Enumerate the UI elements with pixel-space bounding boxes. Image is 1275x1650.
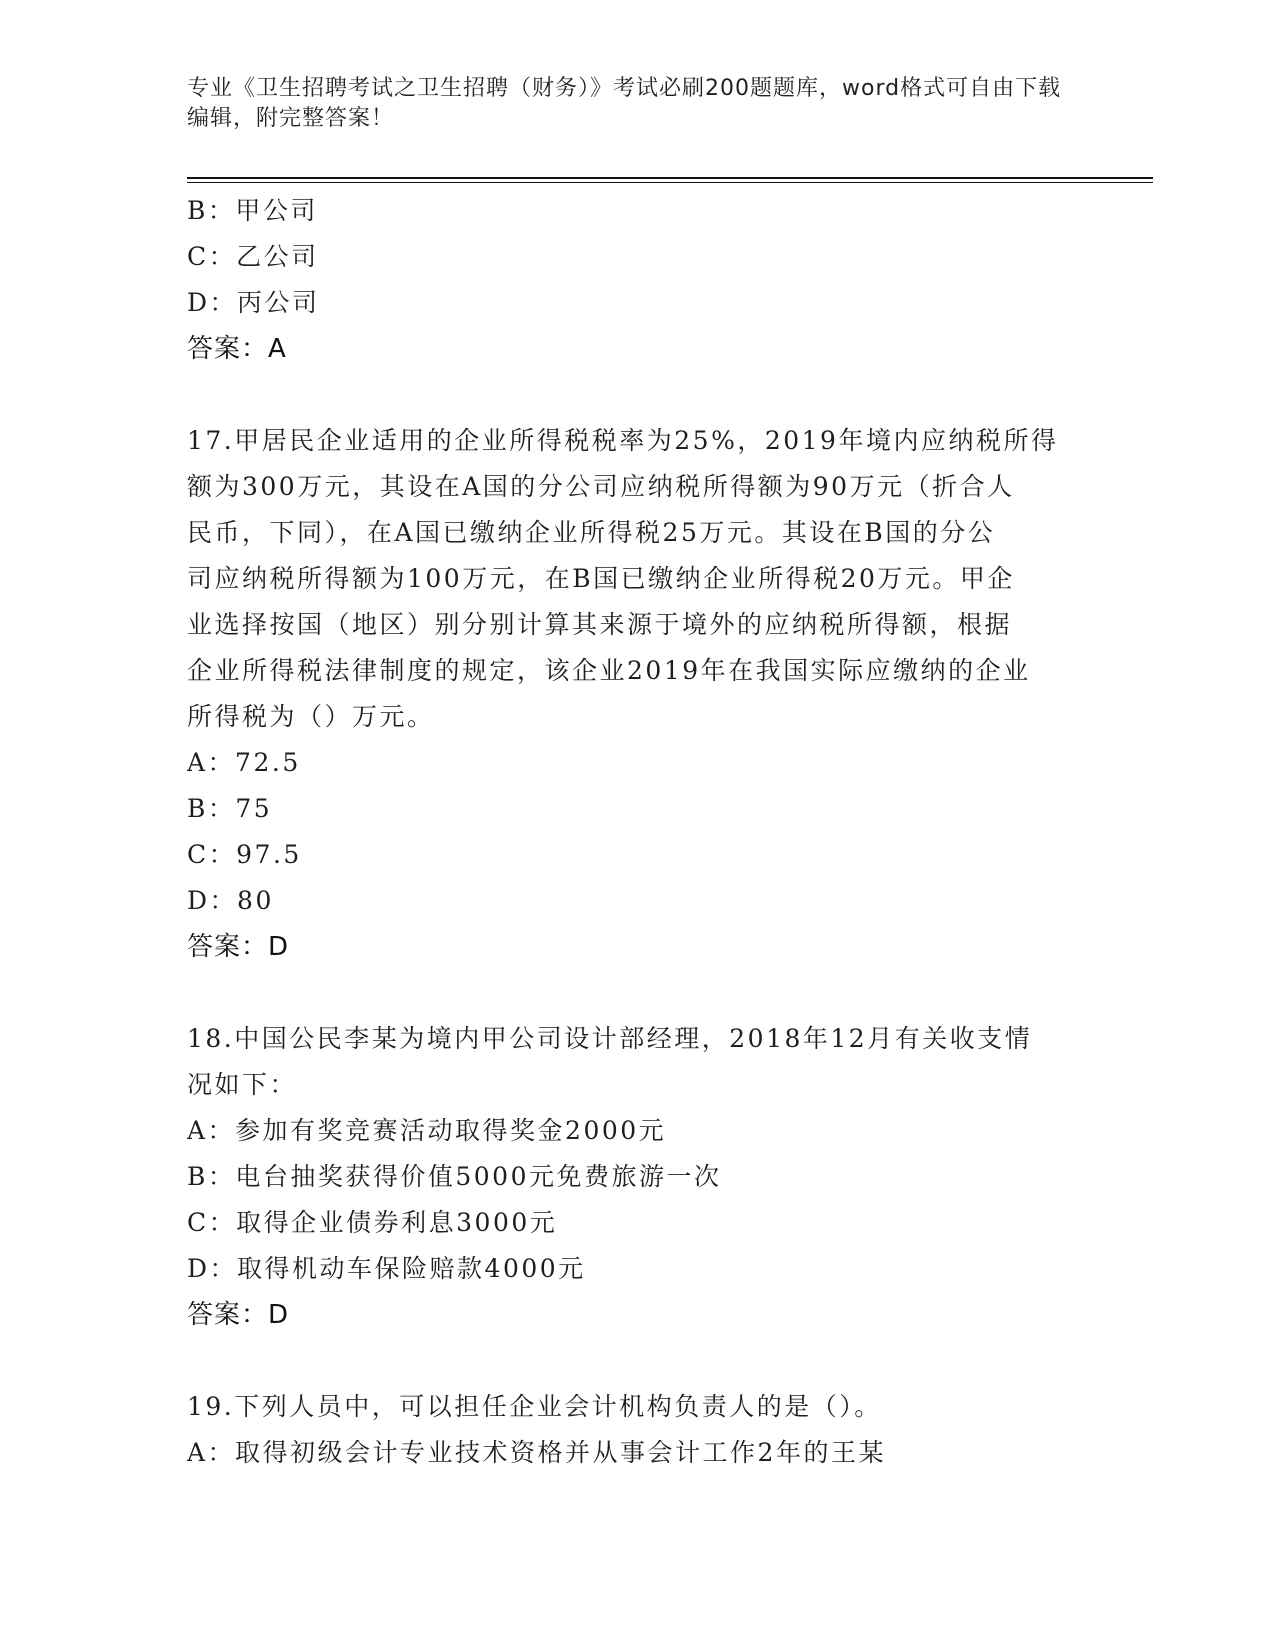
answer: 答案：D bbox=[187, 932, 290, 962]
question-text-line: 19.下列人员中，可以担任企业会计机构负责人的是（）。 bbox=[187, 1392, 882, 1421]
question-19 bbox=[187, 1384, 1087, 1476]
header-rule-thick bbox=[187, 177, 1153, 179]
question-text-line: 企业所得税法律制度的规定，该企业2019年在我国实际应缴纳的企业 bbox=[187, 656, 1031, 685]
answer: 答案：A bbox=[187, 334, 287, 364]
document-body bbox=[187, 188, 1087, 1476]
question-text-line: 额为300万元，其设在A国的分公司应纳税所得额为90万元（折合人 bbox=[187, 472, 1015, 501]
option-b: B：甲公司 bbox=[187, 196, 318, 225]
option-a: A：参加有奖竞赛活动取得奖金2000元 bbox=[187, 1116, 667, 1145]
header-rule-thin bbox=[187, 182, 1153, 183]
question-text-line: 况如下： bbox=[187, 1070, 298, 1099]
question-18 bbox=[187, 1016, 1087, 1338]
option-b: B：电台抽奖获得价值5000元免费旅游一次 bbox=[187, 1162, 722, 1191]
spacer bbox=[187, 1338, 1087, 1384]
question-text-line: 业选择按国（地区）别分别计算其来源于境外的应纳税所得额，根据 bbox=[187, 610, 1013, 639]
option-a: A：72.5 bbox=[187, 748, 301, 777]
question-text-line: 民币，下同），在A国已缴纳企业所得税25万元。其设在B国的分公 bbox=[187, 518, 996, 547]
question-text-line: 司应纳税所得额为100万元，在B国已缴纳企业所得税20万元。甲企 bbox=[187, 564, 1015, 593]
question-text-line: 所得税为（）万元。 bbox=[187, 702, 435, 731]
option-c: C：97.5 bbox=[187, 840, 302, 869]
prev-question bbox=[187, 188, 1087, 372]
answer: 答案：D bbox=[187, 1300, 290, 1330]
option-b: B：75 bbox=[187, 794, 273, 823]
spacer bbox=[187, 970, 1087, 1016]
option-c: C：乙公司 bbox=[187, 242, 319, 271]
spacer bbox=[187, 372, 1087, 418]
option-d: D：丙公司 bbox=[187, 288, 320, 317]
option-d: D：80 bbox=[187, 886, 274, 915]
question-text-line: 17.甲居民企业适用的企业所得税税率为25%，2019年境内应纳税所得 bbox=[187, 426, 1059, 455]
option-c: C：取得企业债券利息3000元 bbox=[187, 1208, 558, 1237]
document-header: 专业《卫生招聘考试之卫生招聘（财务）》考试必刷200题题库，word格式可自由下载编辑，附完整答案！ bbox=[187, 76, 1062, 131]
question-17 bbox=[187, 418, 1087, 970]
option-d: D：取得机动车保险赔款4000元 bbox=[187, 1254, 586, 1283]
option-a: A：取得初级会计专业技术资格并从事会计工作2年的王某 bbox=[187, 1438, 886, 1467]
question-text-line: 18.中国公民李某为境内甲公司设计部经理，2018年12月有关收支情 bbox=[187, 1024, 1033, 1053]
